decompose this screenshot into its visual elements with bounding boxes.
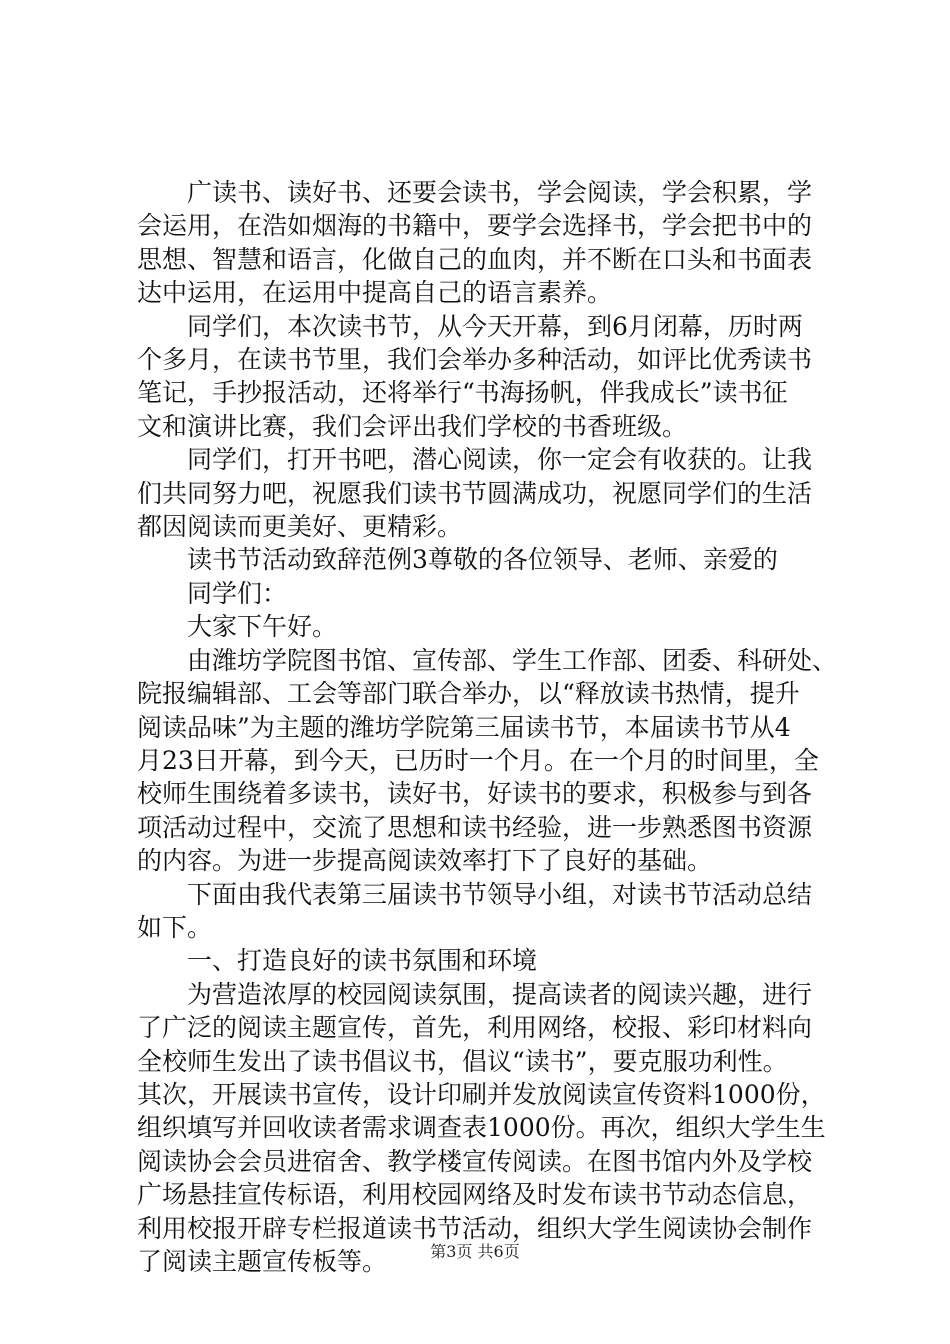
- text-line: 广场悬挂宣传标语，利用校园网络及时发布读书节动态信息，: [137, 1180, 813, 1210]
- text-line: 一、打造良好的读书氛围和环境: [187, 946, 538, 976]
- text-line: 达中运用，在运用中提高自己的语言素养。: [137, 278, 613, 308]
- text-line: 全校师生发出了读书倡议书，倡议“读书”，要克服功利性。: [137, 1046, 788, 1076]
- text-line: 院报编辑部、工会等部门联合举办，以“释放读书热情，提升: [137, 679, 800, 709]
- document-text: [137, 176, 837, 1278]
- text-line: 阅读协会会员进宿舍、教学楼宣传阅读。在图书馆内外及学校: [137, 1146, 813, 1176]
- text-line: 思想、智慧和语言，化做自己的血肉，并不断在口头和书面表: [137, 244, 813, 274]
- text-line: 月23日开幕，到今天，已历时一个月。在一个月的时间里，全: [137, 745, 819, 775]
- text-line: 其次，开展读书宣传，设计印刷并发放阅读宣传资料1000份，: [137, 1079, 826, 1109]
- text-line: 同学们：: [187, 578, 288, 608]
- text-line: 的内容。为进一步提高阅读效率打下了良好的基础。: [137, 846, 713, 876]
- text-line: 文和演讲比赛，我们会评出我们学校的书香班级。: [137, 411, 688, 441]
- text-line: 们共同努力吧，祝愿我们读书节圆满成功，祝愿同学们的生活: [137, 478, 813, 508]
- page-number-footer: 第3页 共6页: [430, 1242, 520, 1261]
- text-line: 同学们，打开书吧，潜心阅读，你一定会有收获的。让我: [187, 445, 813, 475]
- text-line: 同学们，本次读书节，从今天开幕，到6月闭幕，历时两: [187, 311, 803, 341]
- text-line: 利用校报开辟专栏报道读书节活动，组织大学生阅读协会制作: [137, 1213, 813, 1243]
- text-line: 个多月，在读书节里，我们会举办多种活动，如评比优秀读书: [137, 345, 813, 375]
- text-line: 都因阅读而更美好、更精彩。: [137, 512, 463, 542]
- text-line: 会运用，在浩如烟海的书籍中，要学会选择书，学会把书中的: [137, 211, 813, 241]
- text-line: 读书节活动致辞范例3尊敬的各位领导、老师、亲爱的: [187, 545, 778, 575]
- text-line: 如下。: [137, 912, 213, 942]
- document-body: [137, 176, 837, 1278]
- text-line: 了阅读主题宣传板等。: [137, 1247, 388, 1276]
- text-line: 下面由我代表第三届读书节领导小组，对读书节活动总结: [187, 879, 813, 909]
- text-line: 组织填写并回收读者需求调查表1000份。再次，组织大学生生: [137, 1113, 826, 1143]
- text-line: 了广泛的阅读主题宣传，首先，利用网络，校报、彩印材料向: [137, 1013, 813, 1043]
- text-line: 为营造浓厚的校园阅读氛围，提高读者的阅读兴趣，进行: [187, 979, 813, 1009]
- text-line: 阅读品味”为主题的潍坊学院第三届读书节，本届读书节从4: [137, 712, 791, 742]
- text-line: 校师生围绕着多读书，读好书，好读书的要求，积极参与到各: [137, 779, 813, 809]
- text-line: 由潍坊学院图书馆、宣传部、学生工作部、团委、科研处、: [187, 645, 838, 675]
- text-line: 笔记，手抄报活动，还将举行“书海扬帆，伴我成长”读书征: [137, 378, 788, 408]
- text-line: 大家下午好。: [187, 612, 338, 642]
- text-line: 广读书、读好书、还要会读书，学会阅读，学会积累，学: [187, 178, 813, 207]
- text-line: 项活动过程中，交流了思想和读书经验，进一步熟悉图书资源: [137, 812, 813, 842]
